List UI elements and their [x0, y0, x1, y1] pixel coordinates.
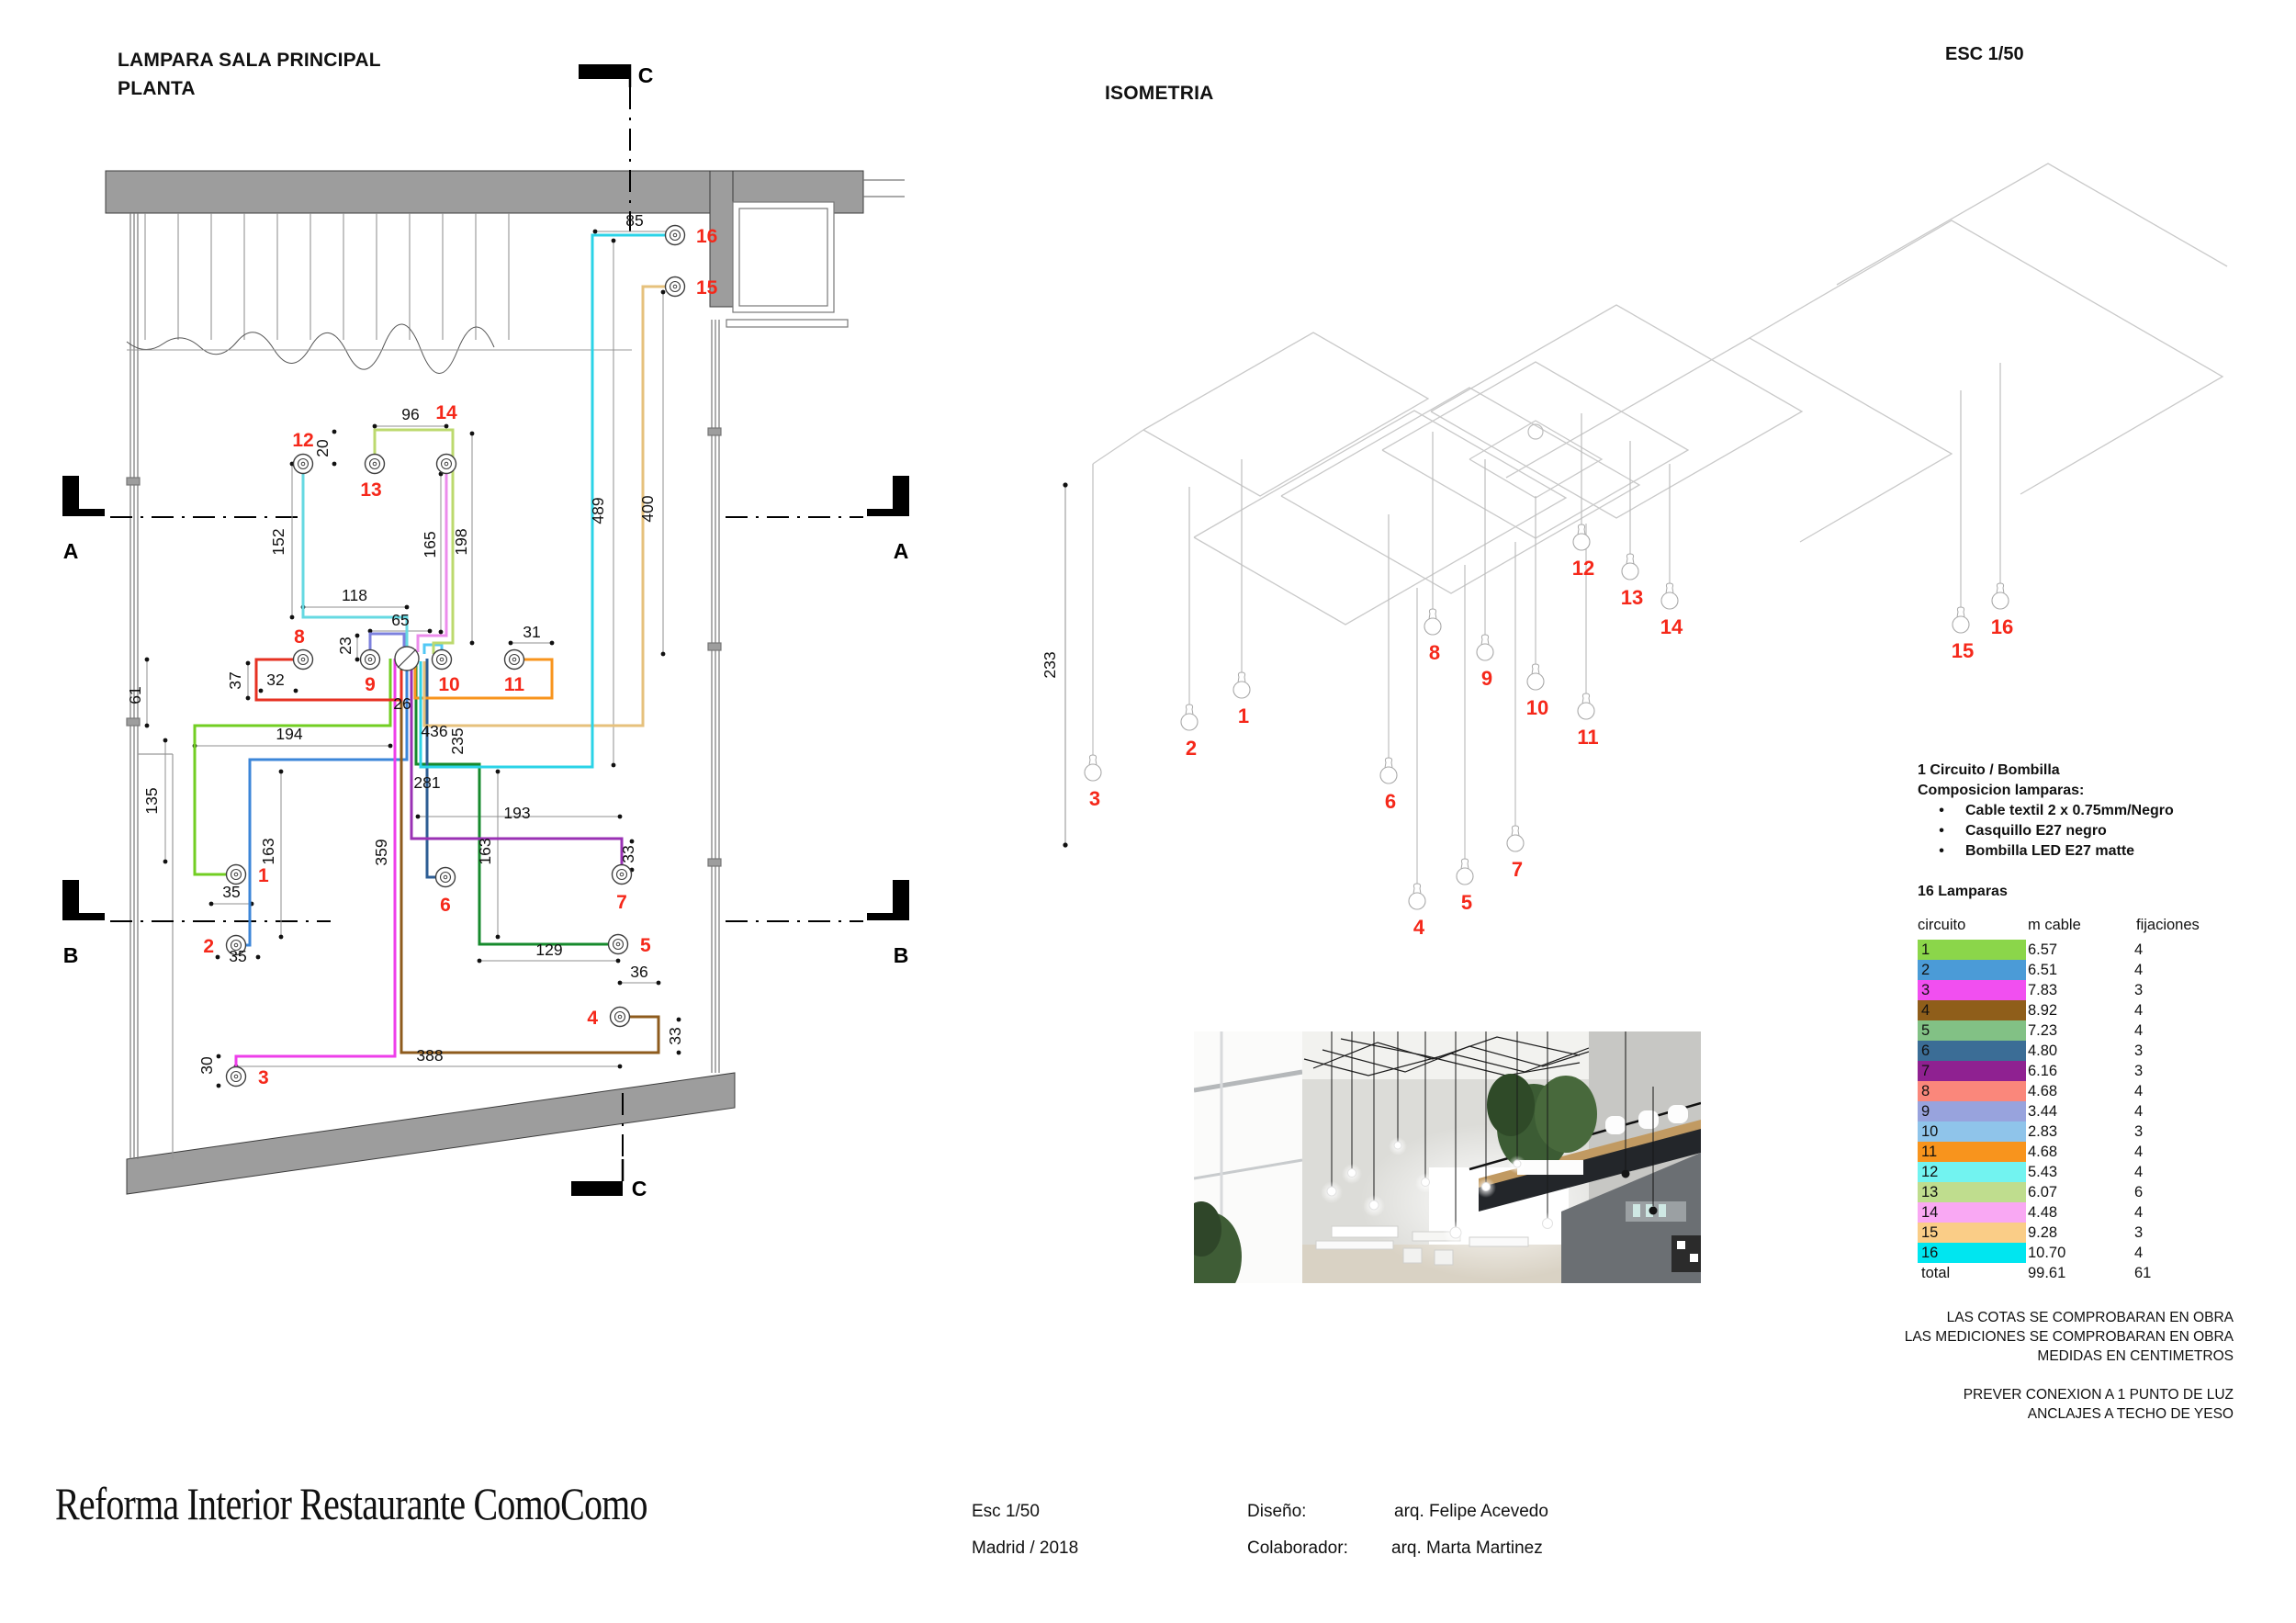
dim-label: 165 — [421, 531, 439, 558]
iso-lamp-number-label: 12 — [1571, 557, 1595, 580]
dim-dot — [612, 763, 616, 768]
dim-label: 20 — [313, 439, 332, 457]
cell-fijaciones: 3 — [2134, 1043, 2144, 1059]
iso-ceiling-line — [1506, 338, 1952, 542]
iso-lamp-number-label: 11 — [1577, 726, 1599, 749]
dim-label: 436 — [421, 722, 448, 740]
iso-lamp-number-label: 13 — [1620, 586, 1644, 609]
table-row — [1918, 1000, 2230, 1020]
legend-bullet-1 — [1918, 801, 2285, 821]
cell-m-cable: 6.51 — [2028, 962, 2058, 978]
dim-label: 33 — [619, 845, 637, 863]
iso-bulb-neck — [1413, 884, 1421, 894]
lamp-symbol-13 — [366, 455, 385, 474]
plan-title-line1: LAMPARA SALA PRINCIPAL — [118, 50, 381, 71]
dim-label: 400 — [638, 495, 657, 523]
dim-dot — [217, 1054, 221, 1059]
iso-bulb — [1992, 592, 2009, 609]
circuit-swatch: 8 — [1918, 1081, 2026, 1101]
iso-lamp-number-label: 6 — [1384, 790, 1397, 813]
plan-circuit-lines — [195, 235, 665, 1066]
dim-dot — [259, 689, 264, 693]
dim-dot — [618, 981, 623, 986]
iso-bulb-neck — [1626, 554, 1634, 564]
cell-m-cable: 4.68 — [2028, 1144, 2058, 1160]
dim-dot — [209, 902, 214, 907]
cell-m-cable: 7.23 — [2028, 1022, 2058, 1039]
dim-label: 35 — [229, 947, 247, 965]
iso-bulb-neck — [1429, 609, 1436, 619]
dim-dot — [163, 738, 168, 743]
circuit-swatch: 13 — [1918, 1182, 2026, 1202]
cell-m-cable: 6.57 — [2028, 941, 2058, 958]
iso-title: ISOMETRIA — [1105, 83, 1214, 104]
dim-dot — [550, 641, 555, 646]
iso-lamp-number-label: 2 — [1185, 737, 1198, 760]
dim-label: 489 — [589, 497, 607, 524]
dim-dot — [332, 462, 337, 467]
legend — [1918, 761, 2285, 902]
lamp-symbol-16 — [666, 226, 685, 245]
dim-label: 163 — [259, 838, 277, 865]
circuit-swatch: 12 — [1918, 1162, 2026, 1182]
note-line: ANCLAJES A TECHO DE YESO — [2027, 1406, 2234, 1422]
iso-bulb — [1573, 534, 1590, 550]
lamp-number-label: 9 — [365, 674, 376, 695]
circuit-swatch: 6 — [1918, 1041, 2026, 1061]
bullet-icon — [1918, 801, 1965, 821]
dim-label: 281 — [413, 773, 441, 792]
circuit-swatch: 15 — [1918, 1223, 2026, 1243]
table-row — [1918, 1243, 2230, 1263]
iso-lamp-number-label: 14 — [1660, 615, 1683, 638]
cell-fijaciones: 3 — [2134, 1123, 2144, 1140]
iso-lamp-number-label: 10 — [1525, 696, 1549, 719]
cell-fijaciones: 4 — [2134, 1164, 2144, 1180]
circuit-swatch: 4 — [1918, 1000, 2026, 1020]
notes — [1866, 1308, 2234, 1424]
dim-dot — [246, 661, 251, 666]
dim-label: 152 — [269, 528, 287, 556]
iso-bulb — [1953, 616, 1969, 633]
cell-fijaciones: 3 — [2134, 982, 2144, 998]
dim-label: 193 — [503, 804, 531, 822]
cell-m-cable: 9.28 — [2028, 1224, 2058, 1241]
iso-bulb — [1622, 563, 1638, 580]
iso-lamp-number-label: 15 — [1951, 639, 1975, 662]
lamp-symbol-7 — [613, 865, 632, 885]
design-label: Diseño: — [1247, 1502, 1307, 1521]
iso-bulb — [1409, 893, 1425, 909]
dim-dot — [163, 860, 168, 864]
table-row — [1918, 1142, 2230, 1162]
legend-bullet-2 — [1918, 821, 2285, 841]
iso-ceiling-line — [1194, 411, 1566, 625]
lamp-symbol-5 — [609, 935, 628, 954]
iso-lamp-number-label: 3 — [1088, 787, 1101, 810]
notes-spacer — [1866, 1366, 2234, 1385]
section-letter-c-top: C — [637, 63, 654, 87]
cell-m-cable: 4.68 — [2028, 1083, 2058, 1099]
table-row — [1918, 980, 2230, 1000]
dim-dot — [445, 424, 449, 429]
lamp-number-label: 16 — [696, 226, 718, 247]
dim-dot — [388, 744, 393, 749]
dim-dot — [470, 641, 475, 646]
col-header-circuito: circuito — [1918, 917, 1966, 933]
dim-dot — [217, 1084, 221, 1088]
iso-bulb-neck — [1481, 635, 1489, 645]
cell-fijaciones: 4 — [2134, 1245, 2144, 1261]
lamp-symbol-6 — [436, 868, 456, 887]
dim-label: 37 — [226, 671, 244, 690]
lamp-number-label: 13 — [360, 479, 382, 501]
iso-ceiling-line — [1750, 220, 2223, 494]
dim-label: 23 — [336, 637, 355, 655]
cell-m-cable: 10.70 — [2028, 1245, 2066, 1261]
iso-bulb — [1527, 673, 1544, 690]
lamp-symbol-14 — [437, 455, 456, 474]
col-header-fijaciones: fijaciones — [2136, 917, 2200, 933]
dim-label: 135 — [142, 787, 161, 815]
iso-height-dim-label: 233 — [1041, 651, 1059, 679]
iso-bulb — [1477, 644, 1493, 660]
bullet-icon — [1918, 841, 1965, 862]
dim-label: 30 — [197, 1056, 216, 1075]
lamp-number-label: 1 — [258, 865, 269, 886]
dim-dot — [405, 605, 410, 610]
titleblock-scale: Esc 1/50 — [972, 1502, 1040, 1521]
circuit-swatch: 10 — [1918, 1121, 2026, 1142]
dim-dot — [593, 230, 598, 234]
circuit-swatch: 14 — [1918, 1202, 2026, 1223]
table-row — [1918, 1202, 2230, 1223]
dim-dot — [256, 955, 261, 960]
dim-dot — [279, 770, 284, 774]
cell-fijaciones: 4 — [2134, 1083, 2144, 1099]
dim-dot — [657, 981, 661, 986]
legend-bullet-3-text: Bombilla LED E27 matte — [1965, 843, 2135, 859]
circuit-line-2 — [246, 659, 407, 945]
dim-dot — [290, 615, 295, 620]
iso-lamp-number-label: 4 — [1412, 916, 1425, 939]
lamp-symbol-4 — [611, 1008, 630, 1027]
iso-bulb — [1661, 592, 1678, 609]
iso-bulb-neck — [1578, 524, 1585, 535]
dim-dot — [496, 770, 501, 774]
dim-dot — [332, 430, 337, 434]
table-body — [1918, 940, 2230, 1263]
cell-fijaciones: 4 — [2134, 1144, 2144, 1160]
iso-bulb-neck — [1957, 607, 1964, 617]
cell-fijaciones: 6 — [2134, 1184, 2144, 1200]
iso-bulb — [1578, 703, 1594, 719]
dim-label: 85 — [625, 211, 644, 230]
table-row — [1918, 1223, 2230, 1243]
dim-label: 33 — [666, 1027, 684, 1045]
note-line: LAS COTAS SE COMPROBARAN EN OBRA — [1946, 1310, 2234, 1325]
circuit-swatch: 9 — [1918, 1101, 2026, 1121]
legend-bullet-1-text: Cable textil 2 x 0.75mm/Negro — [1965, 803, 2174, 818]
legend-title: 1 Circuito / Bombilla — [1918, 762, 2060, 778]
dim-dot — [355, 658, 360, 662]
circuit-swatch: 2 — [1918, 960, 2026, 980]
cell-m-cable: 7.83 — [2028, 982, 2058, 998]
plan-lamp-symbols — [203, 226, 717, 1089]
iso-lamp-number-label: 16 — [1990, 615, 2014, 638]
col-header-mcable: m cable — [2028, 917, 2081, 933]
lamp-symbol-8 — [294, 650, 313, 670]
dim-label: 118 — [342, 586, 367, 604]
dim-dot — [279, 935, 284, 940]
iso-bulb-neck — [1997, 583, 2004, 593]
table-row — [1918, 1081, 2230, 1101]
iso-bulb-neck — [1512, 826, 1519, 836]
dim-dot — [216, 955, 220, 960]
iso-ceiling-line — [1431, 305, 1802, 518]
lamp-number-label: 7 — [616, 892, 627, 913]
iso-bulb — [1181, 714, 1198, 730]
dim-dot — [294, 689, 298, 693]
dim-dot — [470, 432, 475, 436]
dim-dot — [478, 959, 482, 964]
design-value: arq. Felipe Acevedo — [1394, 1502, 1548, 1521]
dim-dot — [1063, 482, 1067, 487]
lamp-symbol-12 — [294, 455, 313, 474]
iso-bulb-neck — [1582, 693, 1590, 704]
table-row — [1918, 1182, 2230, 1202]
table-row — [1918, 1020, 2230, 1041]
dim-dot — [661, 290, 666, 295]
dim-label: 26 — [393, 694, 411, 713]
dim-label: 129 — [535, 941, 563, 959]
dim-dot — [246, 696, 251, 701]
table-row — [1918, 1162, 2230, 1182]
cell-fijaciones: 4 — [2134, 962, 2144, 978]
lamp-count: 16 Lamparas — [1918, 884, 2008, 899]
cell-m-cable: 4.80 — [2028, 1043, 2058, 1059]
table-row — [1918, 1041, 2230, 1061]
cell-m-cable: 4.48 — [2028, 1204, 2058, 1221]
table-total-row — [1918, 1263, 2230, 1283]
iso-lamp-number-label: 8 — [1428, 641, 1441, 664]
iso-bulb-neck — [1461, 859, 1469, 869]
dim-dot — [1063, 842, 1067, 847]
note-line: PREVER CONEXION A 1 PUNTO DE LUZ — [1963, 1387, 2234, 1403]
dim-label: 388 — [416, 1046, 444, 1065]
legend-bullet-2-text: Casquillo E27 negro — [1965, 823, 2107, 839]
total-mcable: 99.61 — [2028, 1265, 2066, 1281]
iso-bulb — [1085, 764, 1101, 781]
lamp-symbol-3 — [227, 1067, 246, 1087]
lamp-number-label: 10 — [438, 674, 460, 695]
dim-label: 61 — [126, 686, 144, 704]
cell-fijaciones: 4 — [2134, 1103, 2144, 1120]
total-label: total — [1921, 1265, 1951, 1281]
lamp-number-label: 14 — [435, 402, 457, 423]
dim-label: 31 — [523, 623, 541, 641]
lamp-number-label: 5 — [640, 935, 651, 956]
table-row — [1918, 960, 2230, 980]
cell-fijaciones: 4 — [2134, 1204, 2144, 1221]
iso-lamp-number-label: 7 — [1511, 858, 1524, 881]
dim-dot — [509, 641, 513, 646]
lamp-number-label: 4 — [587, 1008, 598, 1029]
dim-dot — [616, 959, 621, 964]
dim-dot — [373, 424, 377, 429]
titleblock-place-date: Madrid / 2018 — [972, 1538, 1079, 1558]
collab-label: Colaborador: — [1247, 1538, 1348, 1558]
dim-dot — [439, 630, 444, 635]
dim-label: 96 — [401, 405, 420, 423]
legend-bullet-3 — [1918, 841, 2285, 862]
dim-dot — [661, 652, 666, 657]
dim-label: 359 — [372, 839, 390, 866]
iso-bulb-neck — [1089, 755, 1097, 765]
cell-fijaciones: 4 — [2134, 941, 2144, 958]
cell-m-cable: 5.43 — [2028, 1164, 2058, 1180]
circuit-swatch: 11 — [1918, 1142, 2026, 1162]
dim-dot — [630, 840, 635, 844]
section-letter-a-left: A — [62, 539, 79, 563]
iso-ceiling-line — [1143, 332, 1428, 496]
dim-dot — [618, 815, 623, 819]
dim-label: 198 — [452, 528, 470, 556]
dim-dot — [145, 658, 150, 662]
dim-label: 235 — [448, 727, 467, 755]
lamp-symbol-10 — [433, 650, 452, 670]
dim-label: 194 — [276, 725, 303, 743]
dim-dot — [416, 815, 421, 819]
lamp-symbol-11 — [505, 650, 524, 670]
iso-junction-symbol — [1528, 424, 1543, 439]
table-row — [1918, 940, 2230, 960]
iso-bulb-neck — [1666, 583, 1673, 593]
iso-bulb — [1424, 618, 1441, 635]
iso-wireframe — [1041, 163, 2227, 848]
dim-label: 36 — [630, 963, 648, 981]
lamp-symbol-15 — [666, 277, 685, 297]
cell-m-cable: 6.07 — [2028, 1184, 2058, 1200]
lamp-number-label: 3 — [258, 1067, 269, 1088]
bullet-icon — [1918, 821, 1965, 841]
circuit-swatch: 1 — [1918, 940, 2026, 960]
cell-fijaciones: 4 — [2134, 1002, 2144, 1019]
iso-lamp-symbols — [1085, 363, 2013, 939]
lamp-number-label: 11 — [503, 674, 525, 695]
iso-ceiling-line — [1093, 430, 1143, 464]
iso-lamp-number-label: 5 — [1460, 891, 1473, 914]
iso-bulb — [1507, 835, 1524, 851]
dim-label: 35 — [222, 883, 241, 901]
dim-dot — [612, 239, 616, 243]
total-fijaciones: 61 — [2134, 1265, 2152, 1281]
cell-m-cable: 6.16 — [2028, 1063, 2058, 1079]
lamp-number-label: 8 — [294, 626, 305, 648]
project-title: Reforma Interior Restaurante ComoComo — [55, 1478, 647, 1529]
circuit-line-14 — [418, 474, 446, 652]
render-photo-illustration — [1194, 1031, 1701, 1283]
iso-bulb — [1380, 767, 1397, 783]
dim-label: 163 — [476, 838, 494, 865]
circuits-table — [1918, 917, 2230, 1283]
lamp-symbol-9 — [361, 650, 380, 670]
iso-lamp-number-label: 9 — [1480, 667, 1493, 690]
section-letter-a-right: A — [893, 539, 909, 563]
dim-label: 65 — [391, 611, 410, 629]
cell-m-cable: 8.92 — [2028, 1002, 2058, 1019]
dim-dot — [677, 1051, 681, 1055]
iso-bulb-neck — [1385, 758, 1392, 768]
render-photo — [1194, 1031, 1701, 1283]
lamp-number-label: 15 — [696, 277, 718, 299]
dim-dot — [428, 629, 433, 634]
legend-subtitle: Composicion lamparas: — [1918, 783, 2085, 798]
scale-label-top: ESC 1/50 — [1945, 44, 2024, 64]
cell-fijaciones: 3 — [2134, 1063, 2144, 1079]
circuit-swatch: 16 — [1918, 1243, 2026, 1263]
lamp-symbol-1 — [227, 865, 246, 885]
table-row — [1918, 1101, 2230, 1121]
cell-fijaciones: 4 — [2134, 1022, 2144, 1039]
note-line: MEDIDAS EN CENTIMETROS — [2037, 1348, 2234, 1364]
section-letter-b-right: B — [893, 943, 909, 967]
cell-m-cable: 3.44 — [2028, 1103, 2058, 1120]
iso-bulb-neck — [1186, 704, 1193, 715]
dim-dot — [145, 724, 150, 728]
note-line: LAS MEDICIONES SE COMPROBARAN EN OBRA — [1904, 1329, 2234, 1345]
section-letter-c-bottom: C — [631, 1177, 647, 1200]
dim-dot — [677, 1018, 681, 1022]
circuit-swatch: 7 — [1918, 1061, 2026, 1081]
table-row — [1918, 1061, 2230, 1081]
cell-m-cable: 2.83 — [2028, 1123, 2058, 1140]
dim-dot — [355, 634, 360, 638]
iso-bulb-neck — [1238, 672, 1245, 682]
iso-bulb — [1233, 682, 1250, 698]
dim-dot — [496, 935, 501, 940]
collab-value: arq. Marta Martinez — [1391, 1538, 1543, 1558]
iso-lamp-number-label: 1 — [1237, 704, 1250, 727]
iso-bulb-neck — [1532, 664, 1539, 674]
dim-dot — [618, 1065, 623, 1069]
circuit-swatch: 5 — [1918, 1020, 2026, 1041]
iso-bulb — [1457, 868, 1473, 885]
section-letter-b-left: B — [62, 943, 79, 967]
dim-label: 32 — [266, 671, 285, 689]
circuit-swatch: 3 — [1918, 980, 2026, 1000]
circuit-line-1 — [195, 659, 390, 874]
lamp-number-label: 6 — [440, 895, 451, 916]
lamp-number-label: 2 — [203, 936, 214, 957]
plan-title-line2: PLANTA — [118, 78, 196, 99]
curtain — [127, 213, 632, 374]
table-header-row — [1918, 917, 2230, 934]
table-row — [1918, 1121, 2230, 1142]
lamp-number-label: 12 — [292, 430, 314, 451]
cell-fijaciones: 3 — [2134, 1224, 2144, 1241]
